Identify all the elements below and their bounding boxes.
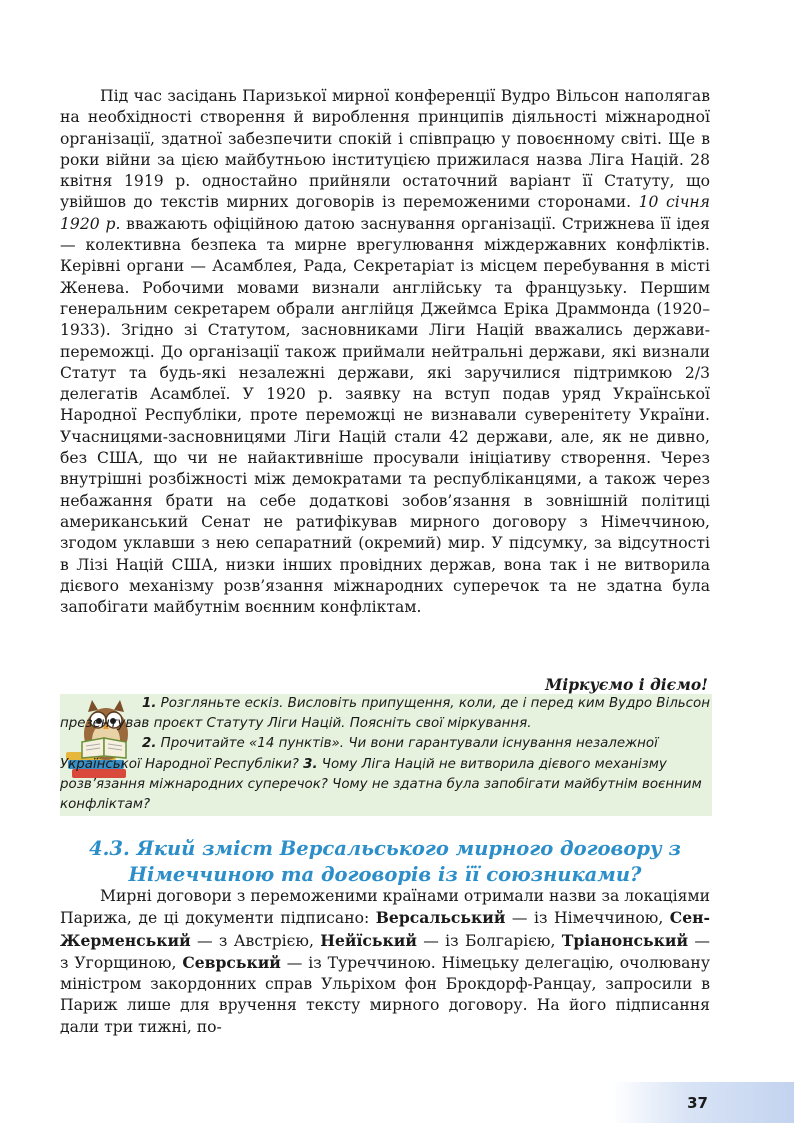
task-number: 2.: [142, 736, 157, 752]
main-paragraph-part: Під час засідань Паризької мирної конференції Вудро Вільсон наполягав на необхідності створення й вироблення принципів діяльності міжнародної організації, здатної забезпечити спокій і співпрацю у повоєнному світі. Ще в роки війни за цією майбутньою інституцією прижилася назва Ліга Націй. 28 квітня 1919 р. одностайно прийняли остаточний варіант її Статуту, що увійшов до текстів мирних договорів із переможеними сторонами.: [60, 87, 710, 212]
main-paragraph: [60, 86, 710, 618]
task-item: Розгляньте ескіз. Висловіть припущення, коли, де і перед ким Вудро Вільсон презентував проєкт Статуту Ліги Націй. Поясніть свої міркування.: [60, 696, 710, 732]
task-heading: Міркуємо і діємо!: [545, 675, 708, 694]
task-number: 3.: [303, 756, 318, 772]
task-text: [60, 694, 710, 815]
treaty-name: Сен-Жерменський: [60, 908, 710, 950]
treaty-name: Нейїський: [320, 930, 417, 950]
text-part: Мирні договори з переможеними країнами отримали назви за локаціями Парижа, де ці документи підписано:: [60, 887, 710, 928]
task-box: [60, 694, 712, 816]
task-item: Чому Ліга Націй не витворила дієвого механізму розв’язання міжнародних суперечок? Чому не здатна була запобігати майбутнім воєнним конфліктам?: [60, 756, 702, 813]
page-number: 37: [687, 1094, 708, 1112]
text-part: — з Угорщиною,: [60, 931, 710, 972]
text-part: — з Австрією,: [190, 931, 321, 950]
main-text: [60, 86, 710, 618]
treaty-name: Тріанонський: [561, 930, 689, 950]
text-part: — із Болгарією,: [416, 931, 562, 950]
task-item: Прочитайте «14 пунктів». Чи вони гарантували існування незалежної Української Народної Республіки?: [60, 736, 658, 772]
treaty-name: Севрський: [182, 952, 281, 972]
treaty-name: Версальський: [375, 908, 506, 928]
section-paragraph: [60, 886, 710, 1038]
text-part: — із Туреччиною. Німецьку делегацію, очолювану міністром закордонних справ Ульріхом фон Брокдорф-Ранцау, запросили в Париж лише для вручення тексту мирного договору. На його підписання дали три тижні, по-: [60, 953, 710, 1036]
main-paragraph-part: вважають офіційною датою заснування організації. Стрижнева її ідея — колективна безпека та мирне врегулювання міждержавних конфліктів. Керівні органи — Асамблея, Рада, Секретаріат із місцем перебування в місті Женева. Робочими мовами визнали англійську та французьку. Першим генеральним секретарем обрали англійця Джеймса Еріка Драммонда (1920–1933). Згідно зі Статутом, засновниками Ліги Націй вважались держави-переможці. До організації також приймали нейтральні держави, які визнали Статут та будь-які незалежні держави, які заручилися підтримкою 2/3 делегатів Асамблеї. У 1920 р. заявку на вступ подав уряд Української Народної Республіки, проте переможці не визнавали суверенітету України. Учасницями-засновницями Ліги Націй стали 42 держави, але, як не дивно, без США, що чи не найактивніше просували ініціативу створення. Через внутрішні розбіжності між демократами та республіканцями, а також через небажання брати на себе додаткові зобов’язання в зовнішній політиці американський Сенат не ратифікував мирного договору з Німеччиною, згодом уклавши з нею сепаратний (окремий) мир. У підсумку, за відсутності в Лізі Націй США, низки інших провідних держав, вона так і не витворила дієвого механізму розв’язання міжнародних суперечок та не здатна була запобігати майбутнім воєнним конфліктам.: [60, 214, 710, 617]
founding-date: 10 січня 1920 р.: [60, 193, 710, 233]
task-number: 1.: [142, 696, 157, 711]
section-text: [60, 886, 710, 1038]
section-title: 4.3. Який зміст Версальського мирного договору з Німеччиною та договорів із її союзниками?: [89, 837, 681, 886]
text-part: — із Німеччиною,: [505, 909, 670, 928]
